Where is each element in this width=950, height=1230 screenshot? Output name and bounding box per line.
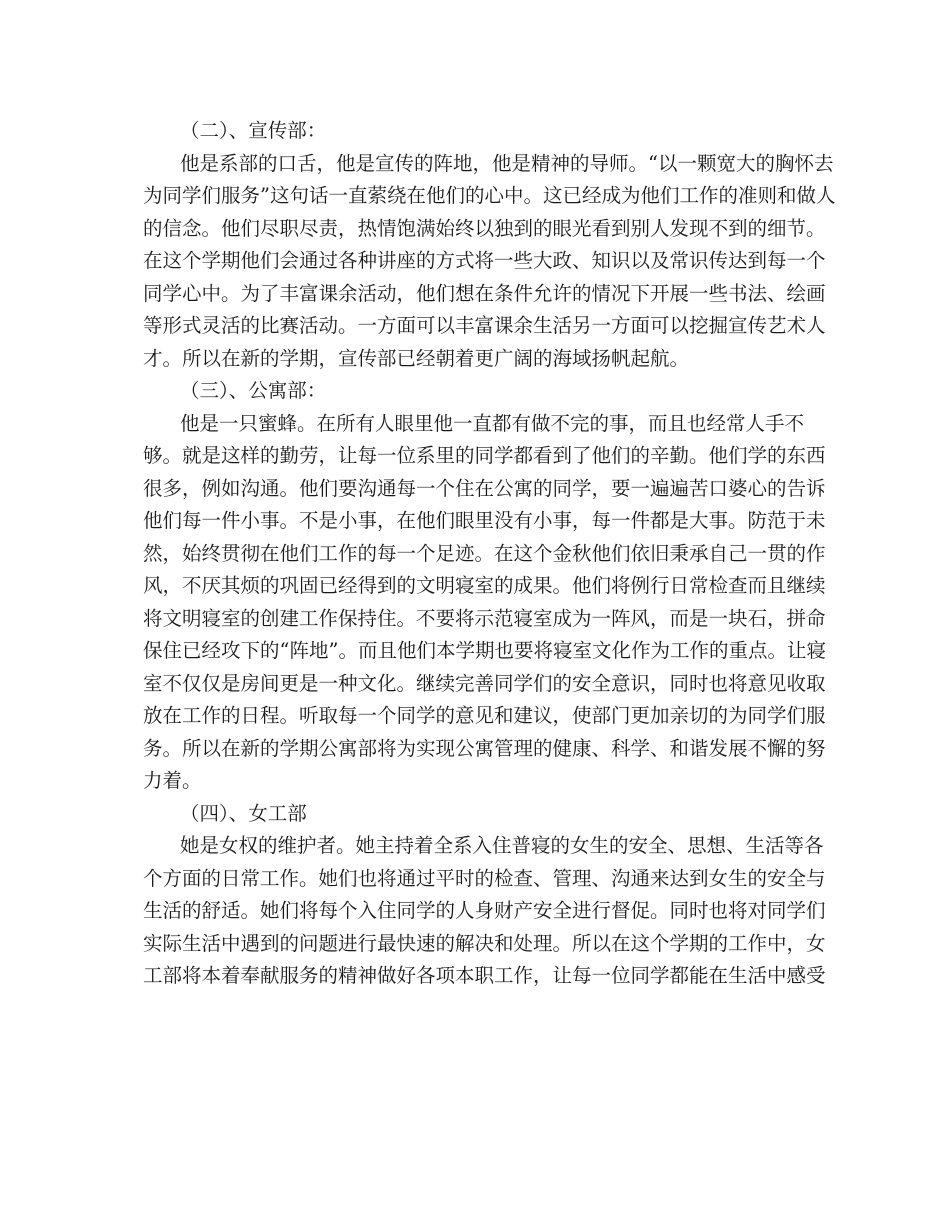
paragraph-line: 力着。 (143, 769, 202, 792)
paragraph-line: 生活的舒适。她们将每个入住同学的人身财产安全进行督促。同时也将对同学们 (143, 899, 826, 922)
paragraph-line: 她是女权的维护者。她主持着全系入住普寝的女生的安全、思想、生活等各 (180, 834, 824, 857)
paragraph-line: 工部将本着奉献服务的精神做好各项本职工作，让每一位同学都能在生活中感受 (143, 964, 826, 987)
paragraph-line: 很多，例如沟通。他们要沟通每一个住在公寓的同学，要一遍遍苦口婆心的告诉 (143, 476, 826, 500)
paragraph-line: 实际生活中遇到的问题进行最快速的解决和处理。所以在这个学期的工作中，女 (143, 931, 826, 955)
paragraph-line: 将文明寝室的创建工作保持住。不要将示范寝室成为一阵风，而是一块石，拼命 (143, 606, 826, 630)
paragraph-line: 等形式灵活的比赛活动。一方面可以丰富课余生活另一方面可以挖掘宣传艺术人 (143, 314, 826, 337)
paragraph-line: 他是一只蜜蜂。在所有人眼里他一直都有做不完的事，而且也经常人手不 (180, 411, 805, 435)
paragraph-line: 同学心中。为了丰富课余活动，他们想在条件允许的情况下开展一些书法、绘画 (143, 281, 826, 305)
paragraph-line: 够。就是这样的勤劳，让每一位系里的同学都看到了他们的辛勤。他们学的东西 (143, 444, 826, 467)
paragraph-line: 他是系部的口舌，他是宣传的阵地，他是精神的导师。“以一颗宽大的胸怀去 (180, 151, 834, 175)
paragraph-line: 放在工作的日程。听取每一个同学的意见和建议，使部门更加亲切的为同学们服 (143, 704, 826, 727)
section-heading-women-affairs: （四）、女工部 (180, 801, 307, 825)
section-heading-publicity: （二）、宣传部： (180, 119, 327, 142)
paragraph-line: 保住已经攻下的“阵地”。而且他们本学期也要将寝室文化作为工作的重点。让寝 (143, 639, 826, 662)
paragraph-line: 为同学们服务”这句话一直萦绕在他们的心中。这已经成为他们工作的准则和做人 (143, 184, 836, 207)
paragraph-line: 然，始终贯彻在他们工作的每一个足迹。在这个金秋他们依旧秉承自己一贯的作 (143, 541, 826, 565)
paragraph-line: 务。所以在新的学期公寓部将为实现公寓管理的健康、科学、和谐发展不懈的努 (143, 736, 826, 760)
section-heading-apartment: （三）、公寓部： (180, 379, 327, 402)
paragraph-line: 室不仅仅是房间更是一种文化。继续完善同学们的安全意识，同时也将意见收取 (143, 671, 826, 695)
document-body (143, 115, 836, 993)
paragraph-line: 个方面的日常工作。她们也将通过平时的检查、管理、沟通来达到女生的安全与 (143, 866, 826, 890)
paragraph-line: 才。所以在新的学期，宣传部已经朝着更广阔的海域扬帆起航。 (143, 346, 690, 370)
paragraph-line: 风，不厌其烦的巩固已经得到的文明寝室的成果。他们将例行日常检查而且继续 (143, 574, 826, 597)
paragraph-line: 他们每一件小事。不是小事，在他们眼里没有小事，每一件都是大事。防范于未 (143, 509, 826, 532)
paragraph-line: 的信念。他们尽职尽责，热情饱满始终以独到的眼光看到别人发现不到的细节。 (143, 216, 826, 240)
paragraph-line: 在这个学期他们会通过各种讲座的方式将一些大政、知识以及常识传达到每一个 (143, 249, 826, 272)
